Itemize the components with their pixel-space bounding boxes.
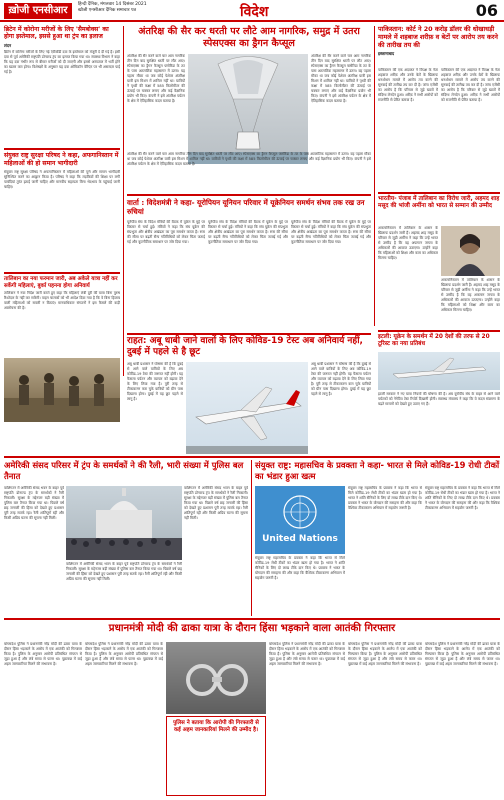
article-body-continued: अबू धाबी प्रशासन ने घोषणा की है कि दुबई से आने वाले यात्रियों के लिए अब कोविड-19 टेस्ट की जरूरत नहीं होगी। यह फैसला पर्यटन और व्यापार को बढ़ावा देने के लिए लिया गया है। पूरी तरह से टीकाकरण करा चुके यात्रियों को ग्रीन पास दिखाना होगा। दुबई में यह छूट पहले से लागू है। xyxy=(311,362,371,396)
story-italy xyxy=(378,334,500,348)
pull-quote: पुलिस ने बताया कि आरोपी की गिरफ्तारी से कई अहम जानकारियां मिलने की उम्मीद है। xyxy=(173,720,259,733)
article-body: पाकिस्तान की एक अदालत ने विपक्ष के नेता शहबाज शरीफ़ और उनके बेटों के खिलाफ धनशोधन मामले में आरोप तय करने की सुनवाई की तारीख तय कर दी है। जांच एजेंसी का आरोप है कि परिवार से जुड़े खातों में संदिग्ध लेनदेन हुआ। शरीफ़ ने सभी आरोपों को राजनीति से प्रेरित बताया है। xyxy=(378,68,438,102)
article-body: तालिबान ने नया निर्देश जारी करते हुए कहा कि महिलाएं लंबी दूरी की यात्रा बिना पुरुष रिश्तेदार के नहीं कर सकेंगी। वाहन चालकों को भी आदेश दिया गया है कि वे बिना हिजाब वाली महिलाओं को सवारी न बिठाएं। मानवाधिकार संगठनों ने इस फैसले की कड़ी आलोचना की है। xyxy=(4,291,120,311)
article-body: अफगानिस्तान में तालिबान के शासन के खिलाफ प्रदर्शन जारी हैं। अहमद शाह मसूद के परिवार से जुड़ी अर्मीना ने कहा कि उन्हें भारत से उम्मीद है कि वह अफगान जनता के अधिकारों की आवाज उठाएगा। उन्होंने कहा कि महिलाओं को शिक्षा और काम का अधिकार मिलना चाहिए। xyxy=(378,226,438,260)
airplane-photo xyxy=(186,362,308,454)
story-covid-britain xyxy=(4,26,120,148)
article-body: यूरोपीय संघ के विदेश मंत्रियों की बैठक में यूक्रेन के मुद्दे पर विस्तार से चर्चा हुई। मंत्रियों ने कहा कि संघ यूक्रेन की संप्रभुता और क्षेत्रीय अखंडता का पूरा समर्थन करता है। रूस की सीमा पर बढ़ती सैन्य गतिविधियों को लेकर चिंता जताई गई और कूटनीतिक समाधान पर जोर दिया गया। xyxy=(127,220,205,244)
masthead xyxy=(0,0,504,22)
article-body-continued-4: बांग्लादेश पुलिस ने प्रधानमंत्री नरेंद्र मोदी की ढाका यात्रा के दौरान हिंसा भड़काने के आरोप में एक आतंकी को गिरफ्तार किया है। पुलिस के अनुसार आरोपी प्रतिबंधित संगठन से जुड़ा हुआ है और लंबे समय से फरार था। पूछताछ में कई अहम जानकारियां मिलने की संभावना है। xyxy=(425,642,500,666)
byline: इस्लामाबाद xyxy=(378,51,395,57)
portrait-illustration xyxy=(441,226,500,276)
handcuffs-illustration xyxy=(166,642,266,714)
article-body-continued-2: संयुक्त राष्ट्र महासचिव के प्रवक्ता ने कहा कि भारत से मिले कोविड-19 रोधी टीकों का भंडार खत्म हो गया है। भारत ने शांति सैनिकों के लिए दो लाख टीके दान किए थे। प्रवक्ता ने भारत के योगदान की सराहना की और कहा कि वैश्विक टीकाकरण अभियान में सहयोग जरूरी है। xyxy=(425,486,500,510)
plane-photo-small xyxy=(378,352,500,390)
byline: लंदन xyxy=(4,42,12,48)
headline: अंतरिक्ष की सैर कर धरती पर लौटे आम नागरिक, समुद्र में उतरा स्पेसएक्स का ड्रैगन कैप्सूल xyxy=(138,26,360,49)
dragon-capsule-photo xyxy=(188,54,308,164)
soldiers-illustration xyxy=(4,358,120,422)
headline: संयुक्त राष्ट्र सुरक्षा परिषद ने कहा, अफगानिस्तान में महिलाओं की हो समान भागीदारी xyxy=(4,152,119,167)
headline: अमेरिकी संसद परिसर में ट्रंप के समर्थकों ने की रैली, भारी संख्या में पुलिस बल तैनात xyxy=(4,460,244,481)
story-taliban-women xyxy=(4,276,120,343)
story-taliban xyxy=(378,196,500,210)
article-body: बांग्लादेश पुलिस ने प्रधानमंत्री नरेंद्र मोदी की ढाका यात्रा के दौरान हिंसा भड़काने के आरोप में एक आतंकी को गिरफ्तार किया है। पुलिस के अनुसार आरोपी प्रतिबंधित संगठन से जुड़ा हुआ है और लंबे समय से फरार था। पूछताछ में कई अहम जानकारियां मिलने की संभावना है। xyxy=(4,642,82,666)
issue-date: हिन्दी दैनिक, मंगलवार 14 दिसंबर 2021 xyxy=(78,2,147,7)
article-body: ब्रिटेन में कोरोना मरीजों के लिए नई एंटीबॉडी दवा के इस्तेमाल को मंजूरी दे दी गई है। इसी दवा से पूर्व अमेरिकी राष्ट्रपति डोनाल्ड ट्रंप का इलाज किया गया था। स्वास्थ्य विभाग ने कहा कि यह दवा गंभीर रूप से बीमार मरीजों को दी जाएगी और इससे अस्पताल में भर्ती होने का खतरा कम होगा। विशेषज्ञों के अनुसार यह दवा ओमिक्रॉन वेरिएंट पर भी असरदार पाई गई है। xyxy=(4,49,120,74)
un-logo-text: United Nations xyxy=(262,534,338,544)
divider xyxy=(127,333,371,335)
article-body-continued: बांग्लादेश पुलिस ने प्रधानमंत्री नरेंद्र मोदी की ढाका यात्रा के दौरान हिंसा भड़काने के आरोप में एक आतंकी को गिरफ्तार किया है। पुलिस के अनुसार आरोपी प्रतिबंधित संगठन से जुड़ा हुआ है और लंबे समय से फरार था। पूछताछ में कई अहम जानकारियां मिलने की संभावना है। xyxy=(85,642,163,666)
article-body: अंतरिक्ष की सैर करने वाले चार आम नागरिक तीन दिन बाद सुरक्षित धरती पर लौट आए। स्पेसएक्स का ड्रैगन कैप्सूल फ्लोरिडा के तट के पास अटलांटिक महासागर में उतरा। यह पहला मौका था जब कोई पेशेवर अंतरिक्ष यात्री इस मिशन में शामिल नहीं था। यात्रियों ने पृथ्वी की कक्षा में 585 किलोमीटर की ऊंचाई पर चक्कर लगाए और कई वैज्ञानिक प्रयोग भी किए। कंपनी ने इसे अंतरिक्ष पर्यटन के क्षेत्र में ऐतिहासिक कदम बताया है। xyxy=(127,54,185,103)
article-body-continued-2: बांग्लादेश पुलिस ने प्रधानमंत्री नरेंद्र मोदी की ढाका यात्रा के दौरान हिंसा भड़काने के आरोप में एक आतंकी को गिरफ्तार किया है। पुलिस के अनुसार आरोपी प्रतिबंधित संगठन से जुड़ा हुआ है और लंबे समय से फरार था। पूछताछ में कई अहम जानकारियां मिलने की संभावना है। xyxy=(269,642,345,666)
page-number: 06 xyxy=(475,1,498,20)
column-rule xyxy=(374,26,375,326)
headline: तालिबान का नया फरमान जारी, अब अकेले यात्रा नहीं कर सकेंगी महिलाएं, बुर्का पहनना होगा अनिवार्य xyxy=(4,276,118,289)
divider xyxy=(4,618,500,620)
article-body: अबू धाबी प्रशासन ने घोषणा की है कि दुबई से आने वाले यात्रियों के लिए अब कोविड-19 टेस्ट की जरूरत नहीं होगी। यह फैसला पर्यटन और व्यापार को बढ़ावा देने के लिए लिया गया है। पूरी तरह से टीकाकरण करा चुके यात्रियों को ग्रीन पास दिखाना होगा। दुबई में यह छूट पहले से लागू है। xyxy=(127,362,183,401)
headline: पाकिस्तान: कोर्ट ने 20 करोड़ डॉलर की धोखाधड़ी मामले में शहबाज शरीफ़ व बेटों पर आरोप तय करने की तारीख तय की xyxy=(378,25,498,49)
column-rule xyxy=(251,460,252,616)
story-us-capitol xyxy=(4,460,248,481)
article-body: संयुक्त राष्ट्र महासचिव के प्रवक्ता ने कहा कि भारत से मिले कोविड-19 रोधी टीकों का भंडार खत्म हो गया है। भारत ने शांति सैनिकों के लिए दो लाख टीके दान किए थे। प्रवक्ता ने भारत के योगदान की सराहना की और कहा कि वैश्विक टीकाकरण अभियान में सहयोग जरूरी है। xyxy=(255,556,345,580)
capsule-illustration xyxy=(188,54,308,164)
article-body-continued-2: अंतरिक्ष की सैर करने वाले चार आम नागरिक तीन दिन बाद सुरक्षित धरती पर लौट आए। स्पेसएक्स का ड्रैगन कैप्सूल फ्लोरिडा के तट के पास अटलांटिक महासागर में उतरा। यह पहला मौका था जब कोई पेशेवर अंतरिक्ष यात्री इस मिशन में शामिल नहीं था। यात्रियों ने पृथ्वी की कक्षा में 585 किलोमीटर की ऊंचाई पर चक्कर लगाए और कई वैज्ञानिक प्रयोग भी किए। कंपनी ने इसे अंतरिक्ष पर्यटन के क्षेत्र में ऐतिहासिक कदम बताया है। xyxy=(127,152,371,166)
handcuffs-photo xyxy=(166,642,266,714)
article-body: संयुक्त राष्ट्र सुरक्षा परिषद ने अफगानिस्तान में महिलाओं की पूर्ण और समान भागीदारी सुनिश्चित करने का आह्वान किया है। परिषद ने कहा कि लड़कियों की शिक्षा पर लगी पाबंदियां तुरंत हटाई जानी चाहिए और मानवीय सहायता बिना भेदभाव के पहुंचाई जानी चाहिए। xyxy=(4,170,120,190)
un-logo-photo xyxy=(255,486,345,554)
headline: प्रधानमंत्री मोदी की ढाका यात्रा के दौरान हिंसा भड़काने वाला आतंकी गिरफ्तार xyxy=(108,623,396,634)
article-body-continued-3: बांग्लादेश पुलिस ने प्रधानमंत्री नरेंद्र मोदी की ढाका यात्रा के दौरान हिंसा भड़काने के आरोप में एक आतंकी को गिरफ्तार किया है। पुलिस के अनुसार आरोपी प्रतिबंधित संगठन से जुड़ा हुआ है और लंबे समय से फरार था। पूछताछ में कई अहम जानकारियां मिलने की संभावना है। xyxy=(348,642,422,666)
story-dubai xyxy=(127,336,371,358)
divider xyxy=(378,330,500,332)
plane-small-illustration xyxy=(378,352,500,390)
newspaper-logo: ख़ोजी एनसीआर xyxy=(4,3,72,19)
divider xyxy=(378,192,500,194)
story-pakistan xyxy=(378,26,500,57)
divider xyxy=(4,456,500,458)
story-dhaka xyxy=(4,622,500,635)
headline: संयुक्त राष्ट्र: महासचिव के प्रवक्ता ने कहा- भारत से मिले कोविड-19 रोधी टीकों का भंडार हुआ खत्म xyxy=(255,460,500,481)
article-body-continued-2: यूरोपीय संघ के विदेश मंत्रियों की बैठक में यूक्रेन के मुद्दे पर विस्तार से चर्चा हुई। मंत्रियों ने कहा कि संघ यूक्रेन की संप्रभुता और क्षेत्रीय अखंडता का पूरा समर्थन करता है। रूस की सीमा पर बढ़ती सैन्य गतिविधियों को लेकर चिंता जताई गई और कूटनीतिक समाधान पर जोर दिया गया। xyxy=(291,220,371,244)
story-ukraine xyxy=(127,198,371,216)
article-body-continued: पाकिस्तान की एक अदालत ने विपक्ष के नेता शहबाज शरीफ़ और उनके बेटों के खिलाफ धनशोधन मामले में आरोप तय करने की सुनवाई की तारीख तय कर दी है। जांच एजेंसी का आरोप है कि परिवार से जुड़े खातों में संदिग्ध लेनदेन हुआ। शरीफ़ ने सभी आरोपों को राजनीति से प्रेरित बताया है। xyxy=(441,68,500,102)
issue-tagline: खोजी एनसीआर दैनिक समाचार पत्र xyxy=(78,8,137,13)
capitol-rally-photo xyxy=(66,486,182,560)
article-body-continued: वाशिंगटन में अमेरिकी संसद भवन के बाहर पूर्व राष्ट्रपति डोनाल्ड ट्रंप के समर्थकों ने रैली निकाली। सुरक्षा के मद्देनजर बड़ी संख्या में पुलिस बल तैनात किया गया था। पिछले वर्ष छह जनवरी की हिंसा को देखते हुए प्रशासन पूरी तरह सतर्क रहा। रैली शांतिपूर्ण रही और किसी अप्रिय घटना की सूचना नहीं मिली। xyxy=(66,562,182,581)
afghan-soldiers-photo xyxy=(4,358,120,422)
article-body: इटली सरकार ने नए यात्रा नियमों की घोषणा की है। अब यूरोपीय संघ के बाहर से आने वाले पर्यटकों को नेगेटिव टेस्ट रिपोर्ट दिखानी होगी। स्वास्थ्य मंत्रालय ने कहा कि ये कदम संक्रमण के बढ़ते मामलों को देखते हुए उठाए गए हैं। xyxy=(378,392,500,406)
pull-quote-box xyxy=(166,716,266,796)
armina-portrait-photo xyxy=(441,226,500,276)
headline: राहत: अबू धाबी जाने वालों के लिए कोविड-19 टेस्ट अब अनिवार्य नहीं, दुबई में पहले से है छूट xyxy=(127,336,363,358)
headline: इटली: यूक्रेन के समर्थन में 20 देशों की तरफ से 20 टूरिस्ट का नया प्रतिबंध xyxy=(378,334,490,347)
divider xyxy=(4,272,120,274)
airplane-illustration xyxy=(186,362,308,454)
capitol-illustration xyxy=(66,486,182,560)
headline: ब्रिटेन में कोरोना मरीजों के लिए 'सैमबोक्स' का होगा इस्तेमाल, इससे हुआ था ट्रंप का इलाज xyxy=(4,26,109,41)
section-title: विदेश xyxy=(240,4,269,20)
divider xyxy=(4,148,120,150)
headline: भारतीय- पंजाब में तालिबान का विरोध जारी, अहमद शाह मसूद की भांजी अर्मीना को भारत से सम्मान की उम्मीद xyxy=(378,196,500,209)
story-space xyxy=(127,26,371,50)
story-un-vaccine xyxy=(255,460,500,481)
article-body-continued: अफगानिस्तान में तालिबान के शासन के खिलाफ प्रदर्शन जारी हैं। अहमद शाह मसूद के परिवार से जुड़ी अर्मीना ने कहा कि उन्हें भारत से उम्मीद है कि वह अफगान जनता के अधिकारों की आवाज उठाएगा। उन्होंने कहा कि महिलाओं को शिक्षा और काम का अधिकार मिलना चाहिए। xyxy=(441,278,500,312)
article-body: वाशिंगटन में अमेरिकी संसद भवन के बाहर पूर्व राष्ट्रपति डोनाल्ड ट्रंप के समर्थकों ने रैली निकाली। सुरक्षा के मद्देनजर बड़ी संख्या में पुलिस बल तैनात किया गया था। पिछले वर्ष छह जनवरी की हिंसा को देखते हुए प्रशासन पूरी तरह सतर्क रहा। रैली शांतिपूर्ण रही और किसी अप्रिय घटना की सूचना नहीं मिली। xyxy=(4,486,64,520)
article-body-continued-2: वाशिंगटन में अमेरिकी संसद भवन के बाहर पूर्व राष्ट्रपति डोनाल्ड ट्रंप के समर्थकों ने रैली निकाली। सुरक्षा के मद्देनजर बड़ी संख्या में पुलिस बल तैनात किया गया था। पिछले वर्ष छह जनवरी की हिंसा को देखते हुए प्रशासन पूरी तरह सतर्क रहा। रैली शांतिपूर्ण रही और किसी अप्रिय घटना की सूचना नहीं मिली। xyxy=(184,486,248,520)
divider xyxy=(127,194,371,196)
article-body-continued: यूरोपीय संघ के विदेश मंत्रियों की बैठक में यूक्रेन के मुद्दे पर विस्तार से चर्चा हुई। मंत्रियों ने कहा कि संघ यूक्रेन की संप्रभुता और क्षेत्रीय अखंडता का पूरा समर्थन करता है। रूस की सीमा पर बढ़ती सैन्य गतिविधियों को लेकर चिंता जताई गई और कूटनीतिक समाधान पर जोर दिया गया। xyxy=(208,220,288,244)
story-un-women xyxy=(4,152,120,266)
article-body-continued: अंतरिक्ष की सैर करने वाले चार आम नागरिक तीन दिन बाद सुरक्षित धरती पर लौट आए। स्पेसएक्स का ड्रैगन कैप्सूल फ्लोरिडा के तट के पास अटलांटिक महासागर में उतरा। यह पहला मौका था जब कोई पेशेवर अंतरिक्ष यात्री इस मिशन में शामिल नहीं था। यात्रियों ने पृथ्वी की कक्षा में 585 किलोमीटर की ऊंचाई पर चक्कर लगाए और कई वैज्ञानिक प्रयोग भी किए। कंपनी ने इसे अंतरिक्ष पर्यटन के क्षेत्र में ऐतिहासिक कदम बताया है। xyxy=(311,54,371,103)
headline: वार्ता : विदेशमंत्री ने कहा- यूरोपियन यूनियन परिवार में यूक्रेनियन समर्थन संभव तक रख उन रुचियां xyxy=(127,198,365,216)
column-rule xyxy=(123,26,124,376)
issue-meta xyxy=(78,2,188,14)
article-body-continued: संयुक्त राष्ट्र महासचिव के प्रवक्ता ने कहा कि भारत से मिले कोविड-19 रोधी टीकों का भंडार खत्म हो गया है। भारत ने शांति सैनिकों के लिए दो लाख टीके दान किए थे। प्रवक्ता ने भारत के योगदान की सराहना की और कहा कि वैश्विक टीकाकरण अभियान में सहयोग जरूरी है। xyxy=(348,486,422,510)
